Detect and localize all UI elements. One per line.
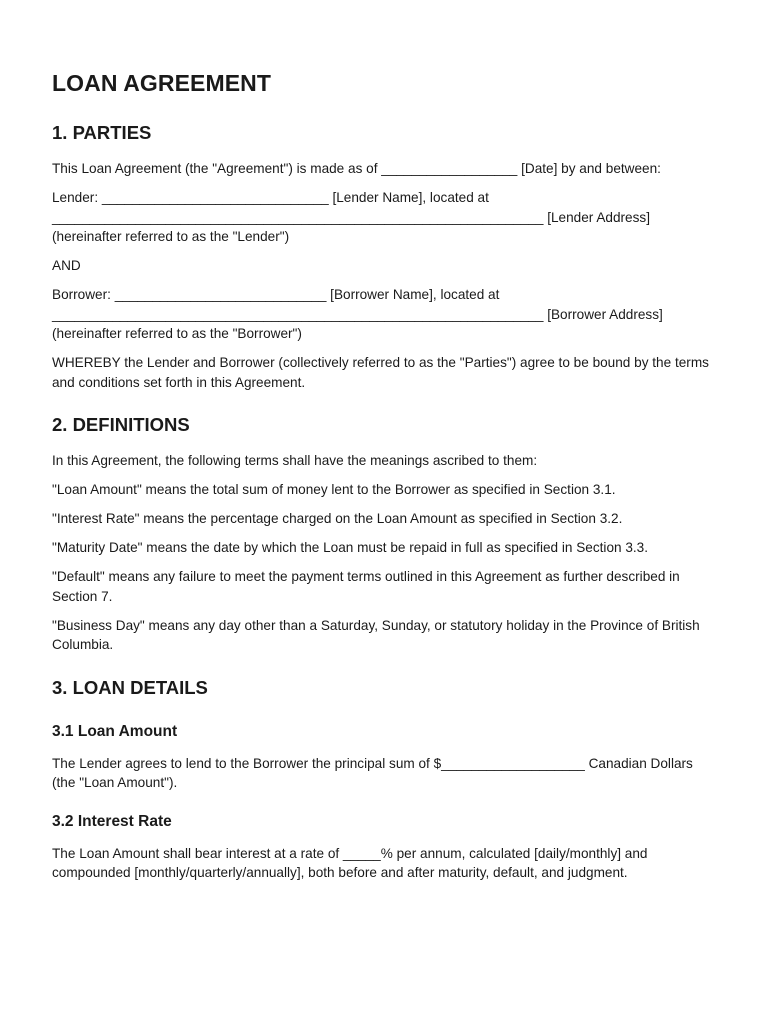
section-heading: 1. PARTIES bbox=[52, 122, 152, 143]
paragraph: AND bbox=[52, 258, 81, 273]
section-heading: 2. DEFINITIONS bbox=[52, 414, 190, 435]
paragraph: "Interest Rate" means the percentage charged on the Loan Amount as specified in Section 3.2. bbox=[52, 511, 623, 526]
paragraph: Borrower: ____________________________ [Borrower Name], located at _________________________________________________________________ [Borrower Address] (hereinafter referred to as the "Borrower") bbox=[52, 287, 663, 341]
paragraph: WHEREBY the Lender and Borrower (collectively referred to as the "Parties") agree to be bound by the terms and conditions set forth in this Agreement. bbox=[52, 355, 709, 390]
paragraph: In this Agreement, the following terms shall have the meanings ascribed to them: bbox=[52, 453, 538, 468]
document-title: LOAN AGREEMENT bbox=[52, 70, 272, 96]
paragraph: "Loan Amount" means the total sum of money lent to the Borrower as specified in Section 3.1. bbox=[52, 482, 616, 497]
section-loan-details bbox=[52, 677, 720, 883]
paragraph: The Loan Amount shall bear interest at a rate of _____% per annum, calculated [daily/monthly] and compounded [monthly/quarterly/annually], both before and after maturity, default, and judgment. bbox=[52, 845, 648, 880]
paragraph: This Loan Agreement (the "Agreement") is made as of __________________ [Date] by and between: bbox=[52, 161, 661, 176]
paragraph: The Lender agrees to lend to the Borrower the principal sum of $___________________ Canadian Dollars (the "Loan Amount"). bbox=[52, 755, 693, 790]
document-page bbox=[52, 70, 720, 905]
paragraph: "Business Day" means any day other than a Saturday, Sunday, or statutory holiday in the Province of British Columbia. bbox=[52, 617, 700, 652]
subsection-heading: 3.1 Loan Amount bbox=[52, 722, 178, 740]
subsection-interest-rate bbox=[52, 813, 720, 883]
paragraph: Lender: ______________________________ [Lender Name], located at _________________________________________________________________ [Lender Address] (hereinafter referred to as the "Lender") bbox=[52, 190, 650, 244]
paragraph: "Default" means any failure to meet the payment terms outlined in this Agreement as further described in Section 7. bbox=[52, 569, 680, 604]
section-definitions bbox=[52, 414, 720, 655]
section-heading: 3. LOAN DETAILS bbox=[52, 676, 208, 698]
paragraph: "Maturity Date" means the date by which the Loan must be repaid in full as specified in Section 3.3. bbox=[52, 540, 649, 555]
subsection-heading: 3.2 Interest Rate bbox=[52, 812, 172, 830]
subsection-loan-amount bbox=[52, 723, 720, 793]
section-parties bbox=[52, 122, 720, 392]
